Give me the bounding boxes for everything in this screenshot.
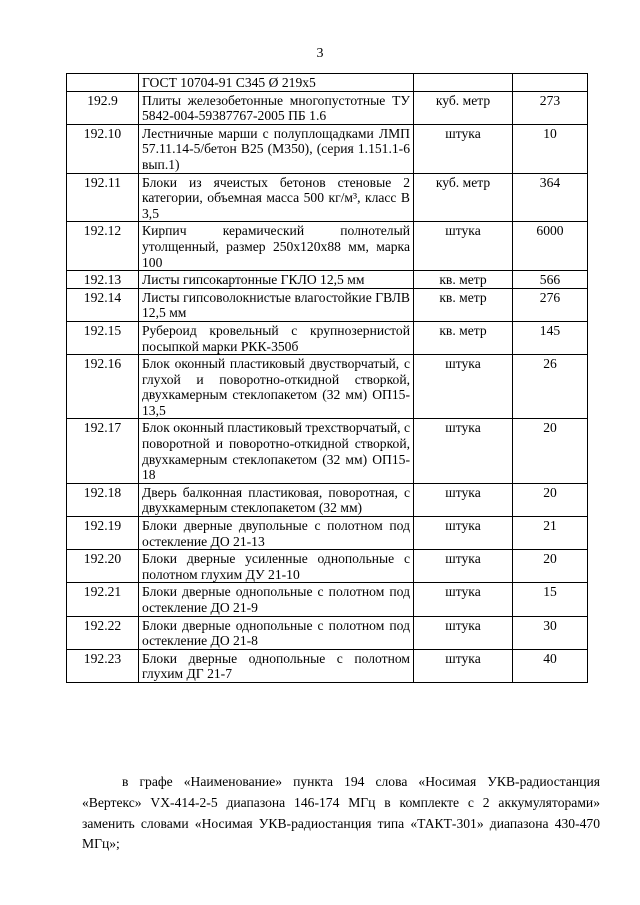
item-name-cell: Листы гипсокартонные ГКЛО 12,5 мм	[139, 271, 414, 289]
table-row	[67, 483, 588, 516]
item-number-cell: 192.22	[67, 616, 139, 649]
item-unit-cell: штука	[414, 124, 513, 173]
item-number-cell: 192.15	[67, 321, 139, 354]
item-quantity-cell: 20	[513, 550, 588, 583]
item-number-cell: 192.20	[67, 550, 139, 583]
item-quantity-cell: 276	[513, 288, 588, 321]
item-quantity-cell: 10	[513, 124, 588, 173]
item-name-cell: ГОСТ 10704-91 С345 Ø 219х5	[139, 74, 414, 92]
item-quantity-cell: 6000	[513, 222, 588, 271]
item-quantity-cell: 145	[513, 321, 588, 354]
table-row	[67, 355, 588, 419]
table-row	[67, 74, 588, 92]
item-number-cell: 192.10	[67, 124, 139, 173]
item-quantity-cell: 273	[513, 91, 588, 124]
table-row	[67, 288, 588, 321]
item-name-cell: Плиты железобетонные многопустотные ТУ 5842-004-59387767-2005 ПБ 1.6	[139, 91, 414, 124]
table-row	[67, 124, 588, 173]
item-name-cell: Блоки дверные двупольные с полотном под остекление ДО 21-13	[139, 517, 414, 550]
item-quantity-cell: 20	[513, 483, 588, 516]
amendment-paragraph: в графе «Наименование» пункта 194 слова «Носимая УКВ-радиостанция «Вертекс» VX-414-2-5 диапазона 146-174 МГц в комплекте с 2 аккумуляторами» заменить словами «Носимая УКВ-радиостанция типа «ТАКТ-301» диапазона 430-470 МГц»;	[82, 774, 600, 852]
item-unit-cell: штука	[414, 649, 513, 682]
item-unit-cell: штука	[414, 583, 513, 616]
item-quantity-cell: 364	[513, 173, 588, 222]
item-name-cell: Блок оконный пластиковый трехстворчатый, с поворотной и поворотно-откидной створкой, двухкамерным стеклопакетом (32 мм) ОП15-18	[139, 419, 414, 483]
item-quantity-cell	[513, 74, 588, 92]
item-name-cell: Блоки из ячеистых бетонов стеновые 2 категории, объемная масса 500 кг/м³, класс В 3,5	[139, 173, 414, 222]
item-unit-cell: штука	[414, 517, 513, 550]
table-row	[67, 91, 588, 124]
item-name-cell: Кирпич керамический полнотелый утолщенный, размер 250х120х88 мм, марка 100	[139, 222, 414, 271]
item-number-cell: 192.14	[67, 288, 139, 321]
item-quantity-cell: 566	[513, 271, 588, 289]
item-name-cell: Лестничные марши с полуплощадками ЛМП 57.11.14-5/бетон В25 (М350), (серия 1.151.1-6 вып.1)	[139, 124, 414, 173]
item-number-cell	[67, 74, 139, 92]
item-quantity-cell: 20	[513, 419, 588, 483]
item-quantity-cell: 26	[513, 355, 588, 419]
item-unit-cell: штука	[414, 550, 513, 583]
specification-table-body	[67, 74, 588, 683]
item-unit-cell: штука	[414, 616, 513, 649]
item-unit-cell: куб. метр	[414, 173, 513, 222]
item-unit-cell: кв. метр	[414, 288, 513, 321]
item-quantity-cell: 15	[513, 583, 588, 616]
item-number-cell: 192.23	[67, 649, 139, 682]
item-unit-cell: кв. метр	[414, 321, 513, 354]
page-number: 3	[316, 46, 324, 61]
item-number-cell: 192.19	[67, 517, 139, 550]
item-name-cell: Рубероид кровельный с крупнозернистой посыпкой марки РКК-350б	[139, 321, 414, 354]
item-quantity-cell: 30	[513, 616, 588, 649]
item-name-cell: Блоки дверные однопольные с полотном глухим ДГ 21-7	[139, 649, 414, 682]
table-row	[67, 419, 588, 483]
item-name-cell: Блоки дверные усиленные однопольные с полотном глухим ДУ 21-10	[139, 550, 414, 583]
table-row	[67, 616, 588, 649]
item-unit-cell	[414, 74, 513, 92]
table-row	[67, 173, 588, 222]
item-name-cell: Дверь балконная пластиковая, поворотная, с двухкамерным стеклопакетом (32 мм)	[139, 483, 414, 516]
item-number-cell: 192.18	[67, 483, 139, 516]
item-number-cell: 192.21	[67, 583, 139, 616]
item-name-cell: Листы гипсоволокнистые влагостойкие ГВЛВ 12,5 мм	[139, 288, 414, 321]
table-row	[67, 222, 588, 271]
item-quantity-cell: 21	[513, 517, 588, 550]
item-name-cell: Блоки дверные однопольные с полотном под остекление ДО 21-9	[139, 583, 414, 616]
item-unit-cell: куб. метр	[414, 91, 513, 124]
table-row	[67, 321, 588, 354]
table-row	[67, 517, 588, 550]
item-number-cell: 192.13	[67, 271, 139, 289]
item-number-cell: 192.11	[67, 173, 139, 222]
table-row	[67, 583, 588, 616]
item-number-cell: 192.9	[67, 91, 139, 124]
item-number-cell: 192.17	[67, 419, 139, 483]
item-number-cell: 192.12	[67, 222, 139, 271]
table-row	[67, 649, 588, 682]
item-unit-cell: штука	[414, 483, 513, 516]
item-unit-cell: штука	[414, 419, 513, 483]
item-unit-cell: штука	[414, 222, 513, 271]
item-name-cell: Блоки дверные однопольные с полотном под остекление ДО 21-8	[139, 616, 414, 649]
table-row	[67, 550, 588, 583]
item-number-cell: 192.16	[67, 355, 139, 419]
item-unit-cell: кв. метр	[414, 271, 513, 289]
item-unit-cell: штука	[414, 355, 513, 419]
item-name-cell: Блок оконный пластиковый двустворчатый, с глухой и поворотно-откидной створкой, двухкамерным стеклопакетом (32 мм) ОП15-13,5	[139, 355, 414, 419]
item-quantity-cell: 40	[513, 649, 588, 682]
specification-table	[66, 73, 588, 683]
table-row	[67, 271, 588, 289]
